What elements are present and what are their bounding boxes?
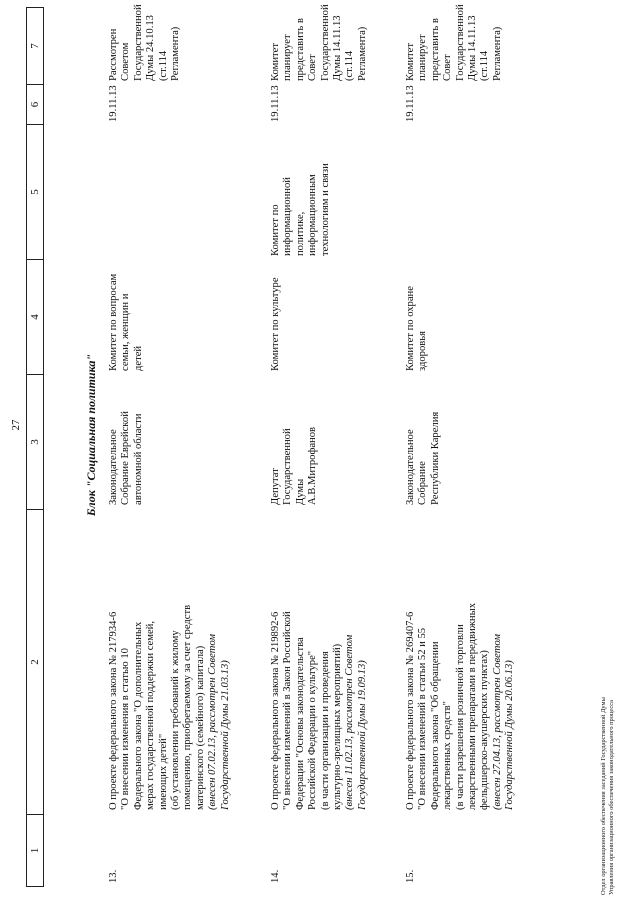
column-number-5: 5 xyxy=(26,125,44,260)
column-number-1: 1 xyxy=(26,815,44,887)
page-number: 27 xyxy=(10,419,22,431)
responsible-committee: Комитет по культуре xyxy=(270,277,281,371)
status: Комитет планирует представить в Совет Государственной Думы 14.11.13 (ст.114 Регламента) xyxy=(270,4,368,81)
row-number: 13. xyxy=(108,869,119,883)
bill-text: О проекте федерального закона № 217934-6 "О внесении изменения в статью 10 Федерального закона "О дополнительных мерах государственной поддержки семей, имеющих детей" (об установлении требований к жилому помещению, приобретаемому за счет средств материнского (семейного) капитала) xyxy=(108,604,206,810)
responsible-committee: Комитет по вопросам семьи, женщин и детей xyxy=(108,273,144,371)
co-executor-committee: Комитет по информационной политике, информационным технологиям и связи xyxy=(270,163,331,256)
bill-text: О проекте федерального закона № 219892-6 "О внесении изменений в Закон Российской Федерации "Основы законодательства Российской Федерации о культуре" (в части организации и проведения культурно-зрелищных мероприятий) xyxy=(270,611,344,810)
bill-description xyxy=(108,510,232,810)
bill-note: (внесен 27.04.13, рассмотрен Советом Государственной Думы 20.06.13) xyxy=(491,634,516,810)
date: 19.11.13 xyxy=(405,85,416,122)
bill-text: О проекте федерального закона № 269407-6 "О внесении изменений в статьи 52 и 55 Федерального закона "Об обращении лекарственных средств" (в части разрешения розничной торговли лекарственными препаратами в передвижных фельдшерско-акушерских пунктах) xyxy=(405,602,491,810)
footer-line: Отдел организационного обеспечения заседаний Государственной Думы xyxy=(600,697,607,895)
footer-line: Управления организационного обеспечения законодательного процесса xyxy=(608,700,615,895)
bill-description xyxy=(270,510,369,810)
column-number-4: 4 xyxy=(26,260,44,375)
column-number-6: 6 xyxy=(26,85,44,125)
bill-note: (внесен 11.02.13, рассмотрен Советом Государственной Думы 19.09.13) xyxy=(344,634,368,810)
column-number-2: 2 xyxy=(26,510,44,815)
bill-author: Законодательное Собрание Республики Карелия xyxy=(405,411,441,505)
column-number-3: 3 xyxy=(26,375,44,510)
status: Рассмотрен Советом Государственной Думы 24.10.13 (ст.114 Регламента) xyxy=(108,4,182,81)
status: Комитет планирует представить в Совет Государственной Думы 14.11.13 (ст.114 Регламента) xyxy=(405,4,503,81)
date: 19.11.13 xyxy=(270,85,281,122)
date: 19.11.13 xyxy=(108,85,119,122)
bill-description xyxy=(405,510,517,810)
block-title: Блок "Социальная политика" xyxy=(84,353,98,517)
row-number: 15. xyxy=(405,869,416,883)
footer-department xyxy=(600,295,616,895)
responsible-committee: Комитет по охране здоровья xyxy=(405,286,429,371)
bill-note: (внесен 07.02.13, рассмотрен Советом Государственной Думы 21.03.13) xyxy=(207,634,231,810)
column-number-7: 7 xyxy=(26,7,44,85)
bill-author: Депутат Государственной Думы А.В.Митрофанов xyxy=(270,427,319,505)
bill-author: Законодательное Собрание Еврейской автономной области xyxy=(108,411,144,505)
row-number: 14. xyxy=(270,869,281,883)
